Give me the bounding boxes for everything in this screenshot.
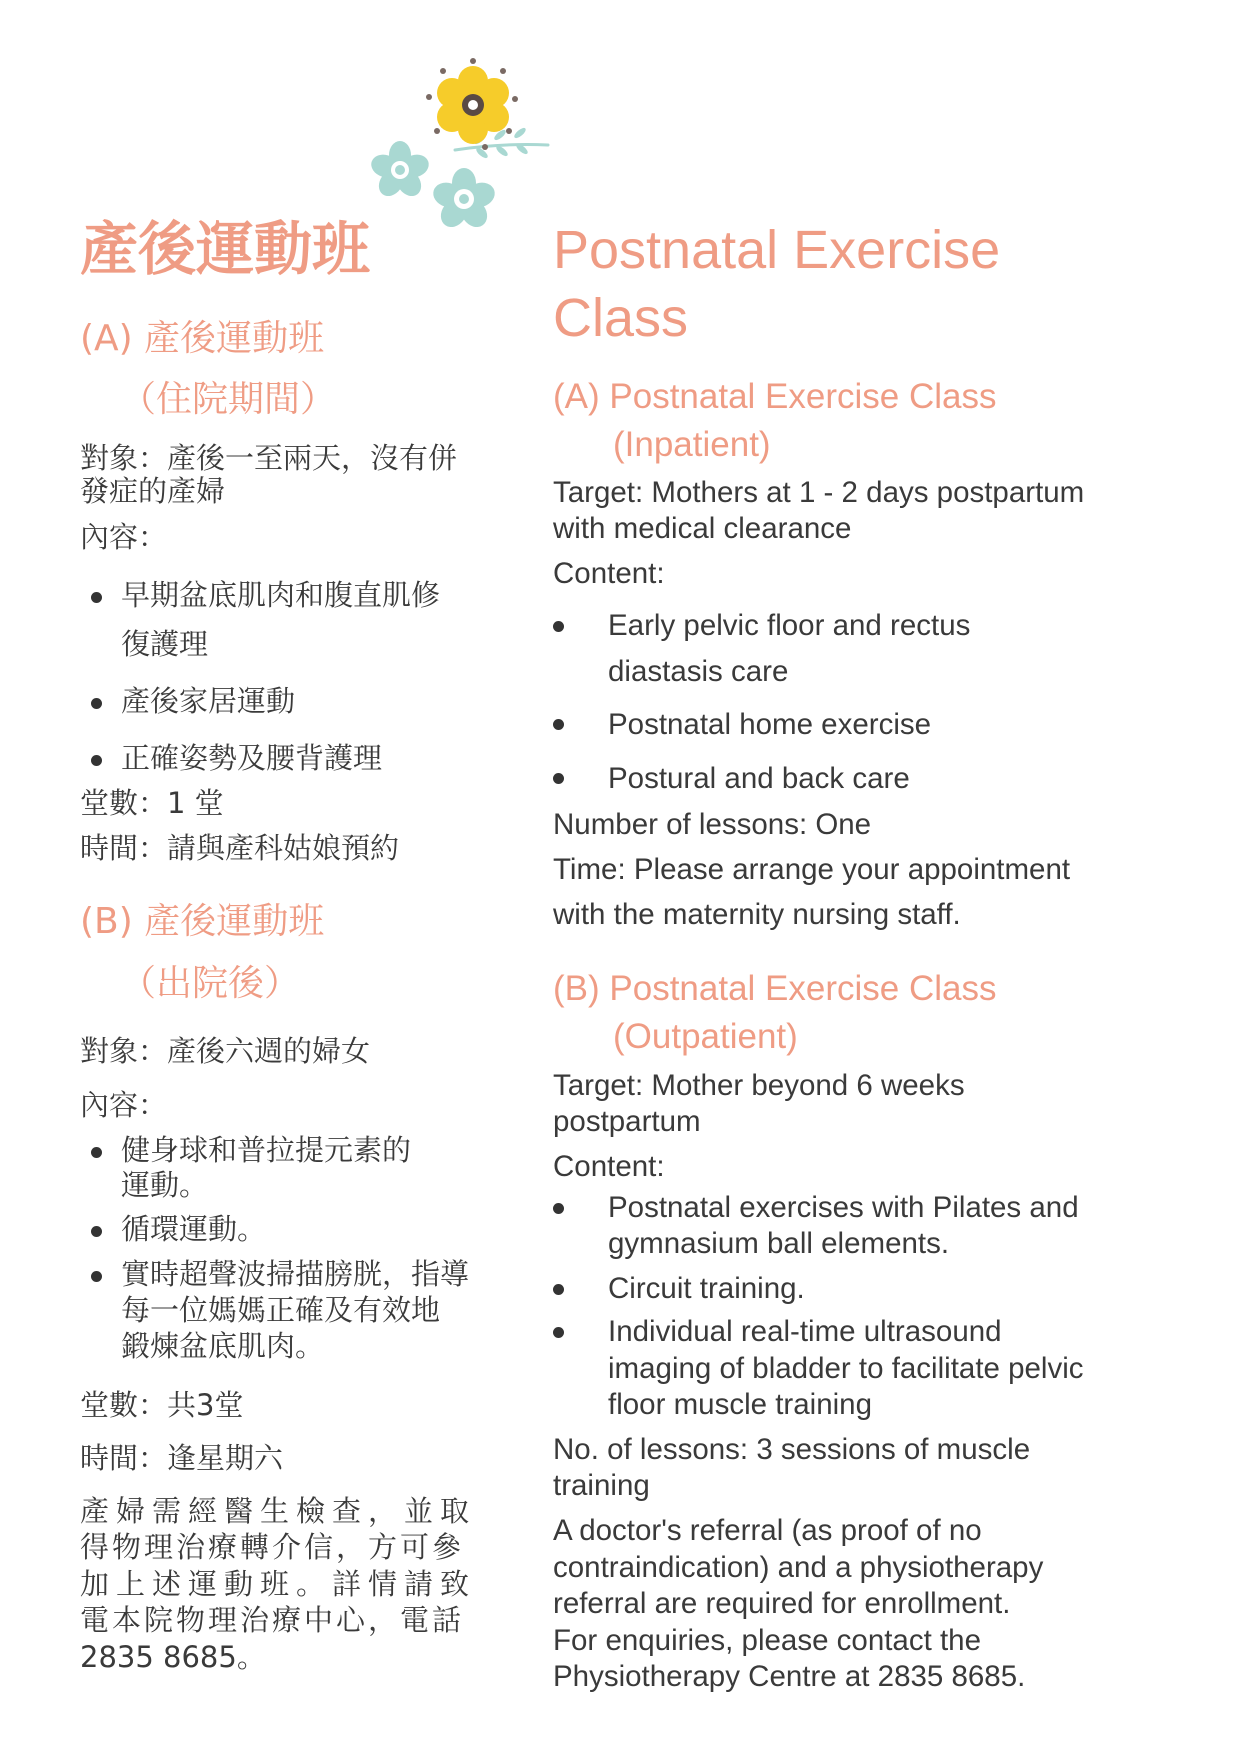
zh-b-content-label: 內容：: [80, 1088, 168, 1122]
en-note-line3: referral are required for enrollment.: [553, 1587, 1011, 1620]
zh-note-line4: 電本院物理治療中心，電話: [80, 1603, 465, 1637]
zh-section-a-subheading: （住院期間）: [120, 379, 337, 420]
en-a-content-label: Content:: [553, 557, 665, 590]
bullet-icon: [91, 1226, 102, 1237]
zh-b-lessons: 堂數：共3堂: [80, 1388, 244, 1422]
en-a-time-line2: with the maternity nursing staff.: [553, 898, 961, 931]
en-a-item1-line1: Early pelvic floor and rectus: [608, 609, 971, 642]
bullet-icon: [91, 698, 102, 709]
zh-section-a-heading: (A) 產後運動班: [80, 318, 325, 359]
zh-b-item3-line2: 每一位媽媽正確及有效地: [121, 1293, 441, 1327]
en-note-line4: For enquiries, please contact the: [553, 1624, 981, 1657]
zh-a-time: 時間：請與產科姑娘預約: [80, 831, 400, 865]
bullet-icon: [553, 719, 564, 730]
zh-note-line3: 加上述運動班。詳情請致: [80, 1567, 477, 1601]
zh-section-b-subheading: （出院後）: [120, 963, 301, 1004]
zh-a-target-line1: 對象：產後一至兩天，沒有併: [80, 441, 458, 475]
en-a-target-line2: with medical clearance: [553, 512, 852, 545]
en-note-line5: Physiotherapy Centre at 2835 8685.: [553, 1660, 1026, 1693]
en-b-item2: Circuit training.: [608, 1272, 805, 1305]
en-a-item2: Postnatal home exercise: [608, 708, 932, 741]
en-a-lessons: Number of lessons: One: [553, 808, 872, 841]
en-b-target-line1: Target: Mother beyond 6 weeks: [553, 1069, 965, 1102]
en-b-lessons-line1: No. of lessons: 3 sessions of muscle: [553, 1433, 1031, 1466]
zh-page-title: 產後運動班: [80, 215, 371, 283]
en-a-item3: Postural and back care: [608, 762, 910, 795]
bullet-icon: [91, 1271, 102, 1282]
bullet-icon: [553, 1203, 564, 1214]
bullet-icon: [553, 773, 564, 784]
zh-b-item2: 循環運動。: [121, 1212, 267, 1246]
en-b-item3-line1: Individual real-time ultrasound: [608, 1315, 1002, 1348]
zh-a-target-line2: 發症的產婦: [80, 474, 226, 508]
en-b-item1-line1: Postnatal exercises with Pilates and: [608, 1191, 1079, 1224]
zh-note-line2: 得物理治療轉介信，方可參: [80, 1530, 465, 1564]
zh-a-item2: 產後家居運動: [121, 684, 296, 718]
zh-b-target: 對象：產後六週的婦女: [80, 1034, 371, 1068]
bullet-icon: [91, 592, 102, 603]
en-b-target-line2: postpartum: [553, 1105, 701, 1138]
en-note-line1: A doctor's referral (as proof of no: [553, 1514, 982, 1547]
en-section-a-subheading: (Inpatient): [613, 425, 771, 464]
en-b-content-label: Content:: [553, 1150, 665, 1183]
bullet-icon: [553, 1327, 564, 1338]
zh-a-item3: 正確姿勢及腰背護理: [121, 741, 383, 775]
en-page-title-line1: Postnatal Exercise: [553, 220, 1001, 280]
en-section-b-subheading: (Outpatient): [613, 1017, 798, 1056]
zh-note-line5: 2835 8685。: [80, 1640, 266, 1674]
en-a-time-line1: Time: Please arrange your appointment: [553, 853, 1071, 886]
zh-b-item1-line1: 健身球和普拉提元素的: [121, 1133, 412, 1167]
zh-b-time: 時間：逢星期六: [80, 1441, 284, 1475]
en-page-title-line2: Class: [553, 288, 689, 348]
en-section-b-heading: (B) Postnatal Exercise Class: [553, 969, 997, 1008]
zh-b-item1-line2: 運動。: [121, 1168, 209, 1202]
en-b-item3-line3: floor muscle training: [608, 1388, 872, 1421]
bullet-icon: [91, 1147, 102, 1158]
zh-note-line1: 產婦需經醫生檢查，並取: [80, 1494, 477, 1528]
en-b-item1-line2: gymnasium ball elements.: [608, 1227, 950, 1260]
zh-a-lessons: 堂數：1 堂: [80, 786, 224, 820]
flower-bouquet-icon: [360, 55, 580, 235]
zh-a-item1-line2: 復護理: [121, 627, 209, 661]
zh-section-b-heading: (B) 產後運動班: [80, 901, 325, 942]
zh-a-item1-line1: 早期盆底肌肉和腹直肌修: [121, 578, 441, 612]
bullet-icon: [91, 755, 102, 766]
en-b-item3-line2: imaging of bladder to facilitate pelvic: [608, 1352, 1084, 1385]
en-note-line2: contraindication) and a physiotherapy: [553, 1551, 1044, 1584]
zh-a-content-label: 內容：: [80, 520, 168, 554]
en-b-lessons-line2: training: [553, 1469, 650, 1502]
bullet-icon: [553, 1284, 564, 1295]
en-section-a-heading: (A) Postnatal Exercise Class: [553, 377, 997, 416]
zh-b-item3-line3: 鍛煉盆底肌肉。: [121, 1329, 325, 1363]
zh-b-item3-line1: 實時超聲波掃描膀胱，指導: [121, 1257, 470, 1291]
bullet-icon: [553, 621, 564, 632]
en-a-target-line1: Target: Mothers at 1 - 2 days postpartum: [553, 476, 1085, 509]
en-a-item1-line2: diastasis care: [608, 655, 789, 688]
